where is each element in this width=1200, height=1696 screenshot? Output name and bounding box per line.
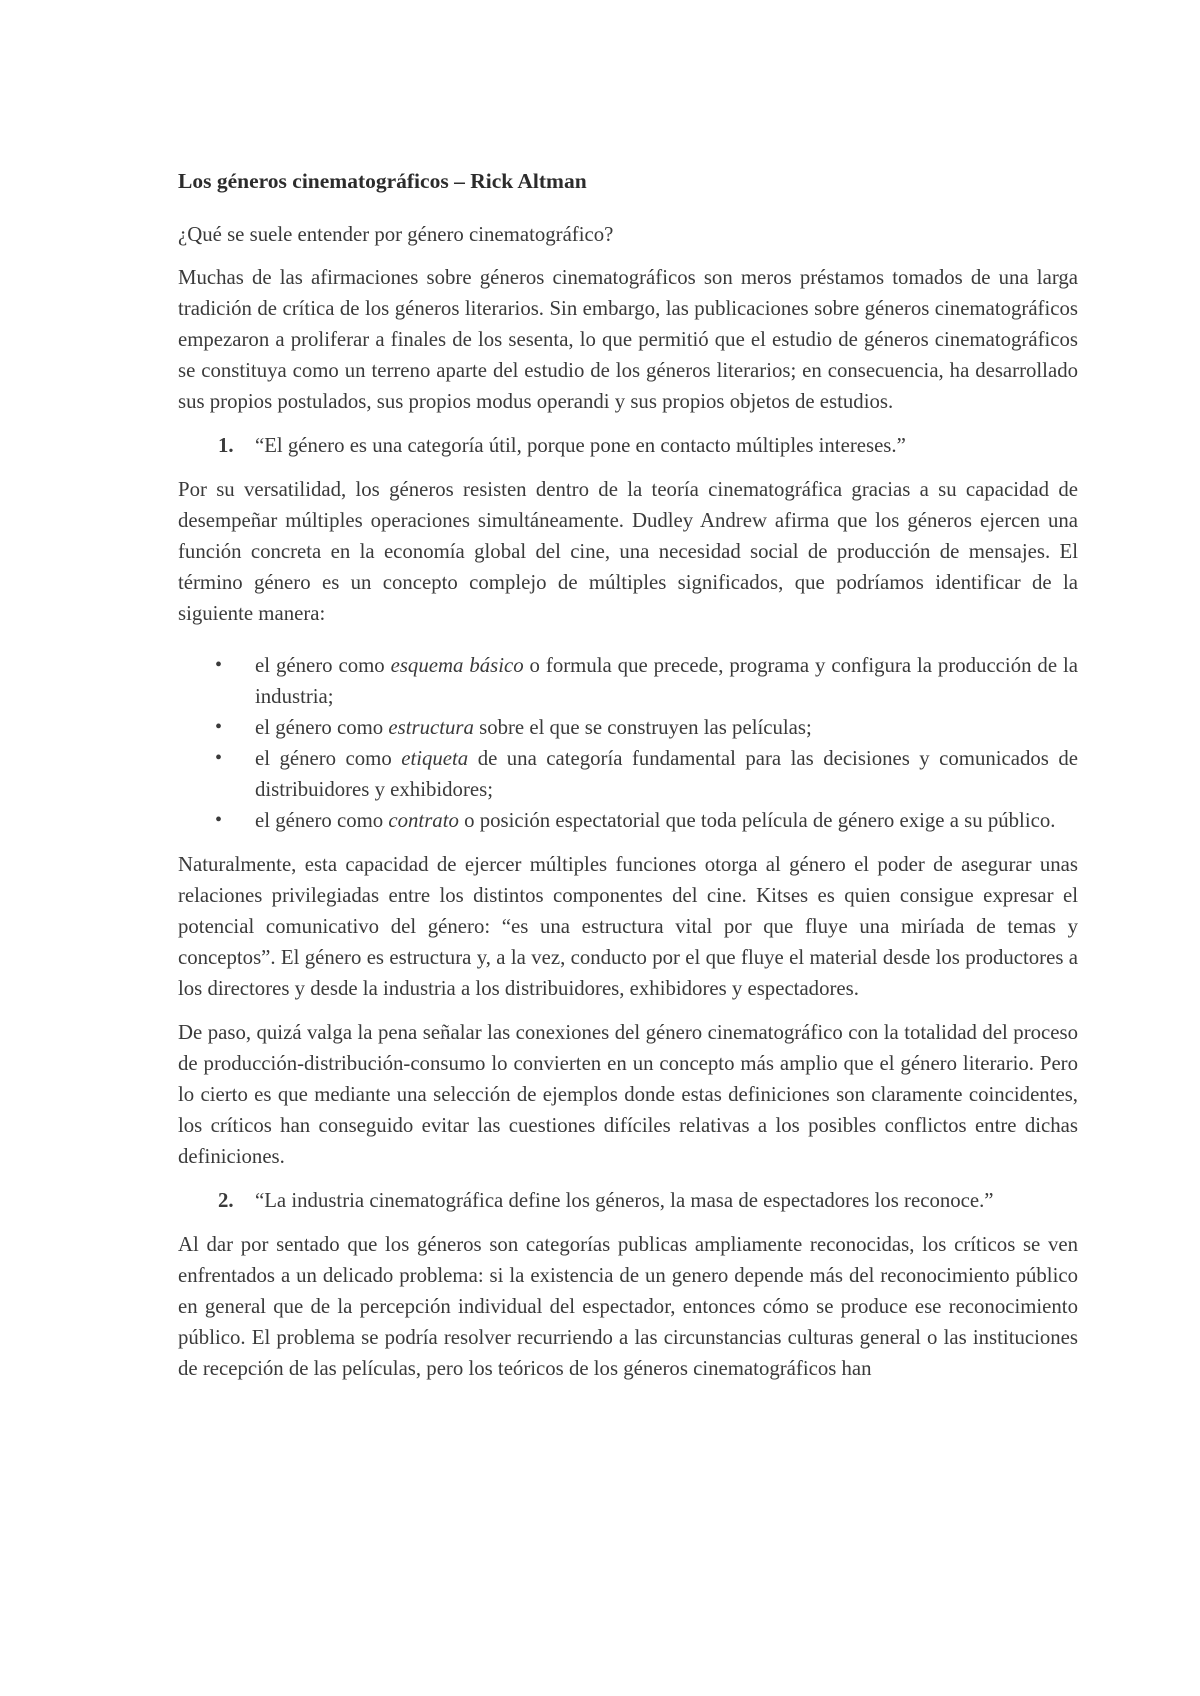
item-quote: “El género es una categoría útil, porque pone en contacto múltiples intereses.” bbox=[255, 434, 906, 457]
bullet-icon: • bbox=[215, 747, 223, 769]
item-number: 2. bbox=[218, 1189, 234, 1212]
paragraph-4: De paso, quizá valga la pena señalar las conexiones del género cinematográfico con la totalidad del proceso de producción-distribución-consumo lo convierten en un concepto más amplio que el género literario. Pero lo cierto es que mediante una selección de ejemplos donde estas definiciones son claramente coincidentes, los críticos han conseguido evitar las cuestiones difíciles relativas a los posibles conflictos entre dichas definiciones. bbox=[178, 1021, 1078, 1168]
bullet-icon: • bbox=[215, 809, 223, 831]
list-item bbox=[178, 743, 1078, 805]
numbered-item-1 bbox=[178, 430, 1078, 461]
emphasis-term: etiqueta bbox=[401, 747, 469, 770]
emphasis-term: esquema básico bbox=[390, 654, 524, 677]
bullet-icon: • bbox=[215, 654, 223, 676]
bullet-list bbox=[178, 642, 1078, 836]
numbered-item-2 bbox=[178, 1185, 1078, 1216]
paragraph-5: Al dar por sentado que los géneros son categorías publicas ampliamente reconocidas, los críticos se ven enfrentados a un delicado problema: si la existencia de un genero depende más del reconocimiento público en general que de la percepción individual del espectador, entonces cómo se produce ese reconocimiento público. El problema se podría resolver recurriendo a las circunstancias culturas general o las instituciones de recepción de las películas, pero los teóricos de los géneros cinematográficos han bbox=[178, 1233, 1078, 1380]
document-title: Los géneros cinematográficos – Rick Altman bbox=[178, 169, 587, 193]
list-item-text: el género como contrato o posición espectatorial que toda película de género exige a su público. bbox=[255, 809, 1056, 832]
emphasis-term: estructura bbox=[388, 716, 474, 739]
list-item-text: el género como esquema básico o formula que precede, programa y configura la producción de la industria; bbox=[255, 654, 1079, 708]
paragraph-3: Naturalmente, esta capacidad de ejercer múltiples funciones otorga al género el poder de asegurar unas relaciones privilegiadas entre los distintos componentes del cine. Kitses es quien consigue expresar el potencial comunicativo del género: “es una estructura vital por que fluye una miríada de temas y conceptos”. El género es estructura y, a la vez, conducto por el que fluye el material desde los productores a los directores y desde la industria a los distribuidores, exhibidores y espectadores. bbox=[178, 853, 1078, 1000]
list-item-text: el género como etiqueta de una categoría fundamental para las decisiones y comunicados de distribuidores y exhibidores; bbox=[255, 747, 1078, 801]
item-number: 1. bbox=[218, 434, 234, 457]
section-question: ¿Qué se suele entender por género cinematográfico? bbox=[178, 223, 614, 246]
document-page bbox=[178, 166, 1078, 1397]
item-quote: “La industria cinematográfica define los géneros, la masa de espectadores los reconoce.” bbox=[255, 1189, 994, 1212]
paragraph-2: Por su versatilidad, los géneros resisten dentro de la teoría cinematográfica gracias a su capacidad de desempeñar múltiples operaciones simultáneamente. Dudley Andrew afirma que los géneros ejercen una función concreta en la economía global del cine, una necesidad social de producción de mensajes. El término género es un concepto complejo de múltiples significados, que podríamos identificar de la siguiente manera: bbox=[178, 478, 1078, 625]
list-item bbox=[178, 712, 1078, 743]
bullet-icon: • bbox=[215, 716, 223, 738]
list-item bbox=[178, 805, 1078, 836]
emphasis-term: contrato bbox=[388, 809, 459, 832]
list-item-text: el género como estructura sobre el que se construyen las películas; bbox=[255, 716, 812, 739]
paragraph-1: Muchas de las afirmaciones sobre géneros cinematográficos son meros préstamos tomados de una larga tradición de crítica de los géneros literarios. Sin embargo, las publicaciones sobre géneros cinematográficos empezaron a proliferar a finales de los sesenta, lo que permitió que el estudio de géneros cinematográficos se constituya como un terreno aparte del estudio de los géneros literarios; en consecuencia, ha desarrollado sus propios postulados, sus propios modus operandi y sus propios objetos de estudios. bbox=[178, 266, 1078, 413]
list-item bbox=[178, 650, 1078, 712]
